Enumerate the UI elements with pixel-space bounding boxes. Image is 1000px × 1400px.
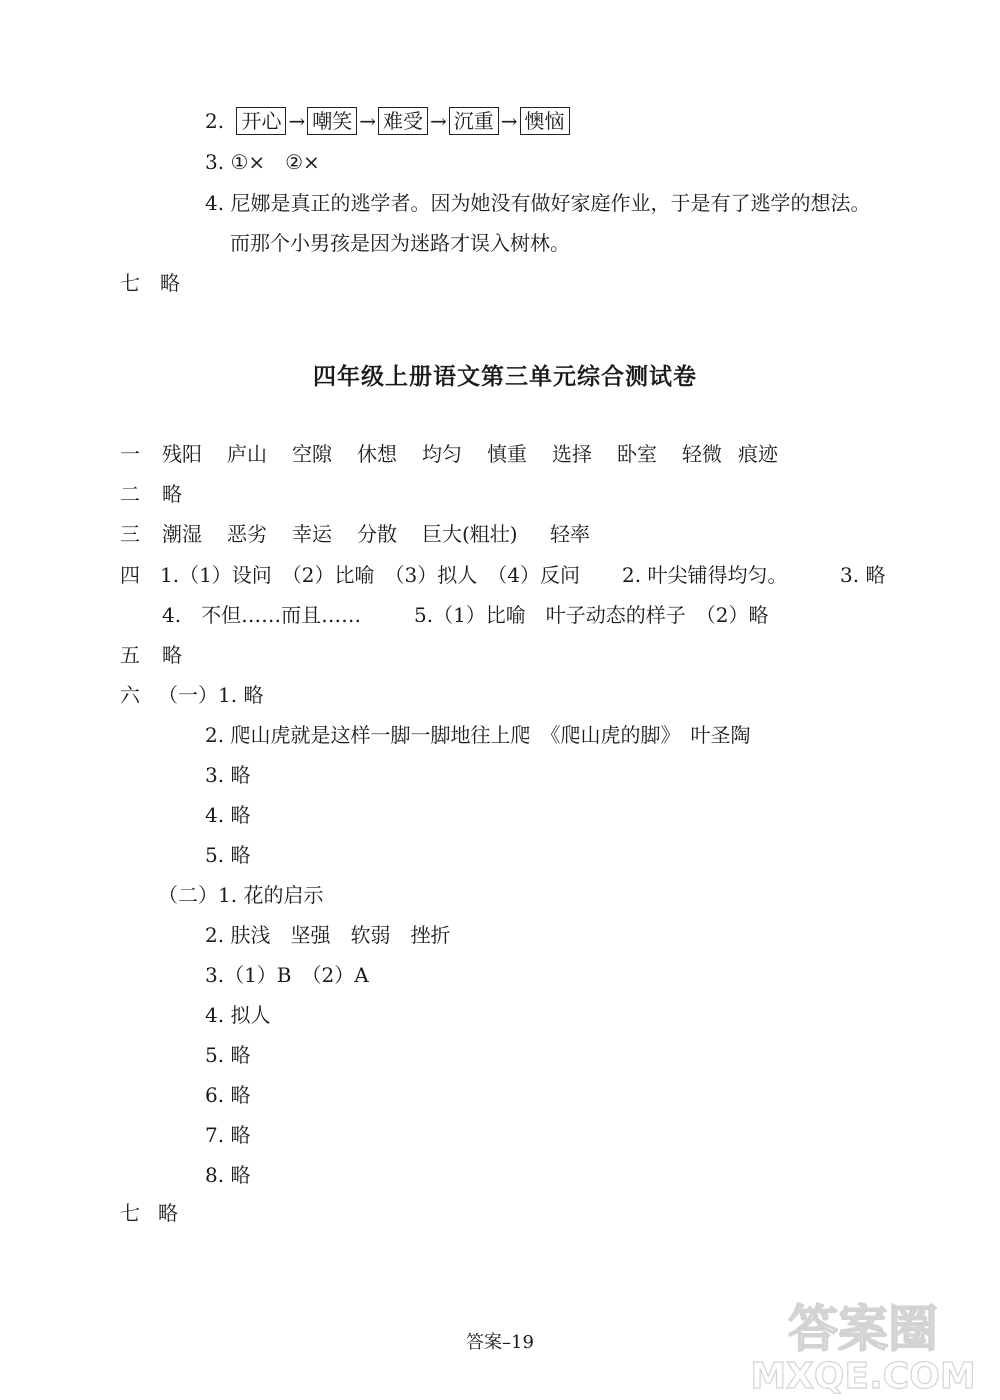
list-item: 5. 略: [205, 1043, 251, 1067]
watermark-bottom-text: MXQE.COM: [750, 1356, 976, 1396]
arrow-icon: →: [359, 109, 376, 133]
section-4-item5: 5.（1）比喻 叶子动态的样子 （2）略: [414, 603, 769, 627]
item: 1.（1）设问 （2）比喻 （3）拟人 （4）反问: [160, 563, 580, 587]
answer-box: 沉重: [449, 107, 499, 135]
word: 幸运: [292, 522, 332, 546]
word: 潮湿: [162, 522, 202, 546]
q4-answer-line2: 而那个小男孩是因为迷路才误入树林。: [230, 231, 570, 255]
word: 轻率: [550, 522, 590, 546]
part1-header: （一）1. 略: [158, 683, 264, 707]
section-4-line1: [120, 561, 580, 589]
arrow-icon: →: [288, 109, 306, 133]
answer-box: 懊恼: [520, 107, 570, 135]
word: 分散: [357, 522, 397, 546]
word: 痕迹: [738, 442, 778, 466]
list-item: 3.（1）B （2）A: [205, 963, 369, 987]
list-item: 2. 肤浅 坚强 软弱 挫折: [205, 923, 451, 947]
list-item: 2. 爬山虎就是这样一脚一脚地往上爬 《爬山虎的脚》 叶圣陶: [205, 723, 751, 747]
answer-box: 开心: [236, 107, 286, 135]
list-item: 4. 拟人: [205, 1003, 271, 1027]
word: 休想: [357, 442, 397, 466]
section-label: 一: [120, 442, 140, 466]
word: 空隙: [292, 442, 332, 466]
list-item: 3. 略: [205, 763, 251, 787]
section-text: 略: [162, 643, 182, 667]
word: 均匀: [422, 442, 462, 466]
answer-box: 嘲笑: [307, 107, 357, 135]
section-label: 三: [120, 522, 140, 546]
list-item: 6. 略: [205, 1083, 251, 1107]
section-5: [120, 641, 182, 669]
q3-answer: 3. ①× ②×: [205, 150, 320, 174]
word: 恶劣: [227, 522, 267, 546]
word: 慎重: [487, 442, 527, 466]
section-label: 六: [120, 683, 140, 707]
section-text: 略: [162, 482, 182, 506]
section-7-top: 七 略: [120, 271, 180, 295]
watermark-top-text: 答案圈: [788, 1300, 938, 1358]
section-label: 四: [120, 563, 140, 587]
section-4-item2: 2. 叶尖铺得均匀。: [622, 563, 788, 587]
section-2: [120, 480, 182, 508]
word: 卧室: [617, 442, 657, 466]
word: 选择: [552, 442, 592, 466]
page-number: 答案–19: [466, 1332, 534, 1353]
q2-answer-row: [205, 107, 570, 135]
section-1: [120, 440, 778, 468]
arrow-icon: →: [429, 109, 447, 133]
list-item: 4. 略: [205, 803, 251, 827]
section-label: 五: [120, 643, 140, 667]
word: 庐山: [227, 442, 267, 466]
list-item: 5. 略: [205, 843, 251, 867]
list-item: 8. 略: [205, 1163, 251, 1187]
section-3: [120, 520, 590, 548]
section-4-item4: 4. 不但……而且……: [162, 603, 362, 627]
list-item: 7. 略: [205, 1123, 251, 1147]
section-text: 略: [158, 1201, 178, 1225]
word: 残阳: [162, 442, 202, 466]
section-4-item3: 3. 略: [840, 563, 886, 587]
section-label: 二: [120, 482, 140, 506]
arrow-icon: →: [500, 109, 518, 133]
answer-box: 难受: [378, 107, 428, 135]
page-title: 四年级上册语文第三单元综合测试卷: [313, 364, 697, 390]
section-6: [120, 681, 263, 709]
part2-header: （二）1. 花的启示: [158, 883, 324, 907]
q4-answer-line1: 4. 尼娜是真正的逃学者。因为她没有做好家庭作业，于是有了逃学的想法。: [205, 191, 871, 215]
section-label: 七: [120, 1201, 140, 1225]
q2-number: 2.: [205, 109, 225, 133]
section-7: [120, 1199, 178, 1227]
watermark-logo: [728, 1288, 998, 1396]
word: 巨大(粗壮): [422, 522, 518, 546]
word: 轻微: [682, 442, 722, 466]
